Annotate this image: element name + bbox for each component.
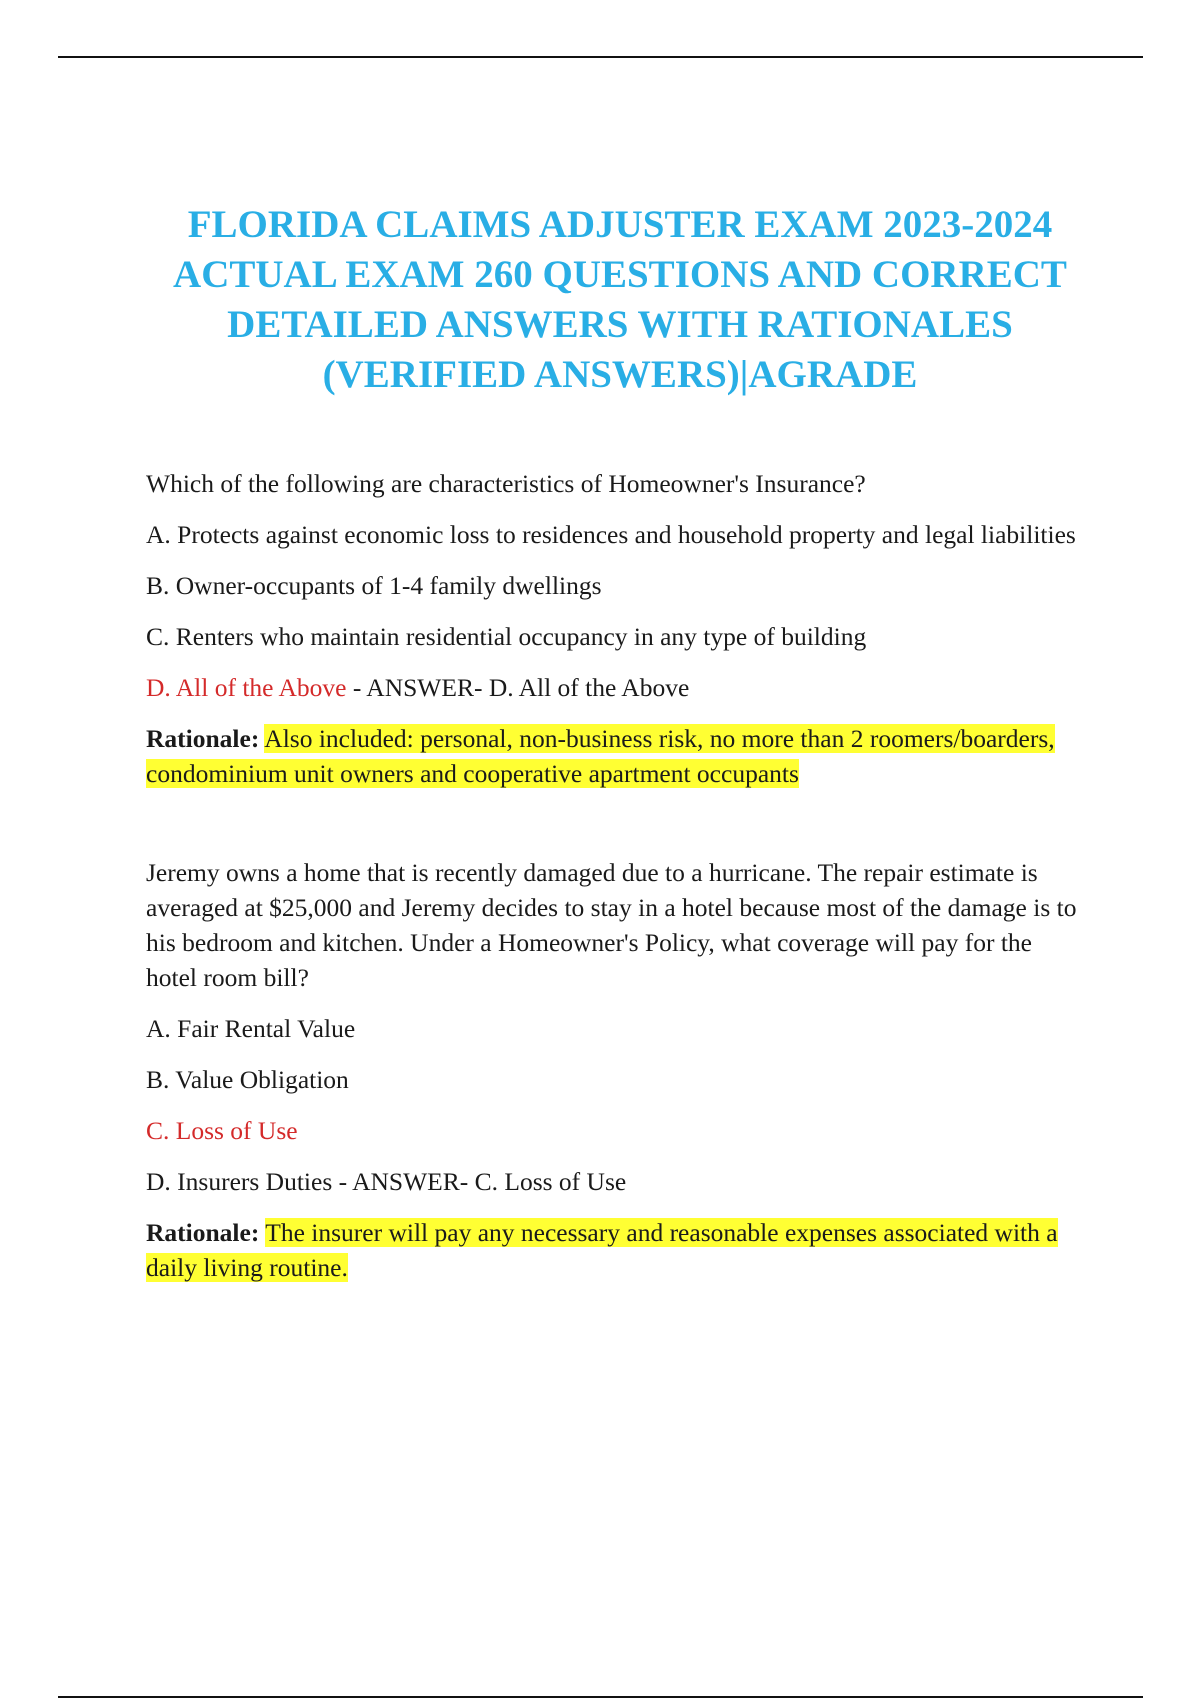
- option-a: A. Protects against economic loss to residences and household property and legal liabilities: [146, 520, 1076, 549]
- option-a: A. Fair Rental Value: [146, 1014, 356, 1043]
- question-block-2: [146, 855, 1086, 1285]
- document-body: [146, 466, 1086, 1301]
- correct-option: C. Loss of Use: [146, 1116, 298, 1145]
- question-text: Which of the following are characteristics of Homeowner's Insurance?: [146, 469, 866, 498]
- top-rule: [58, 56, 1143, 58]
- option-b: B. Owner-occupants of 1-4 family dwellings: [146, 571, 602, 600]
- correct-option: D. All of the Above: [146, 673, 347, 702]
- option-c: C. Renters who maintain residential occupancy in any type of building: [146, 622, 867, 651]
- rationale-text: Also included: personal, non-business risk, no more than 2 roomers/boarders, condominium unit owners and cooperative apartment occupants: [146, 724, 1055, 788]
- question-text: Jeremy owns a home that is recently damaged due to a hurricane. The repair estimate is averaged at $25,000 and Jeremy decides to stay in a hotel because most of the damage is to his bedroom and kitchen. Under a Homeowner's Policy, what coverage will pay for the hotel room bill?: [146, 858, 1077, 992]
- rationale-text: The insurer will pay any necessary and reasonable expenses associated with a daily living routine.: [146, 1218, 1058, 1282]
- rationale: [146, 721, 1086, 791]
- rationale-label: Rationale:: [146, 724, 260, 753]
- title-line-4: (VERIFIED ANSWERS)|AGRADE: [322, 353, 918, 396]
- answer-text: - ANSWER- D. All of the Above: [346, 673, 690, 702]
- title-line-2: ACTUAL EXAM 260 QUESTIONS AND CORRECT: [173, 253, 1067, 296]
- title-line-3: DETAILED ANSWERS WITH RATIONALES: [227, 303, 1013, 346]
- rationale-label: Rationale:: [146, 1218, 260, 1247]
- document-title: [100, 200, 1140, 400]
- rationale: [146, 1215, 1086, 1285]
- bottom-rule: [58, 1696, 1143, 1698]
- option-d-answer-line: D. Insurers Duties - ANSWER- C. Loss of Use: [146, 1167, 627, 1196]
- question-block-1: [146, 466, 1086, 791]
- block-spacer: [146, 807, 1086, 855]
- option-b: B. Value Obligation: [146, 1065, 349, 1094]
- option-d-answer-line: [146, 670, 1086, 705]
- title-line-1: FLORIDA CLAIMS ADJUSTER EXAM 2023-2024: [187, 203, 1053, 246]
